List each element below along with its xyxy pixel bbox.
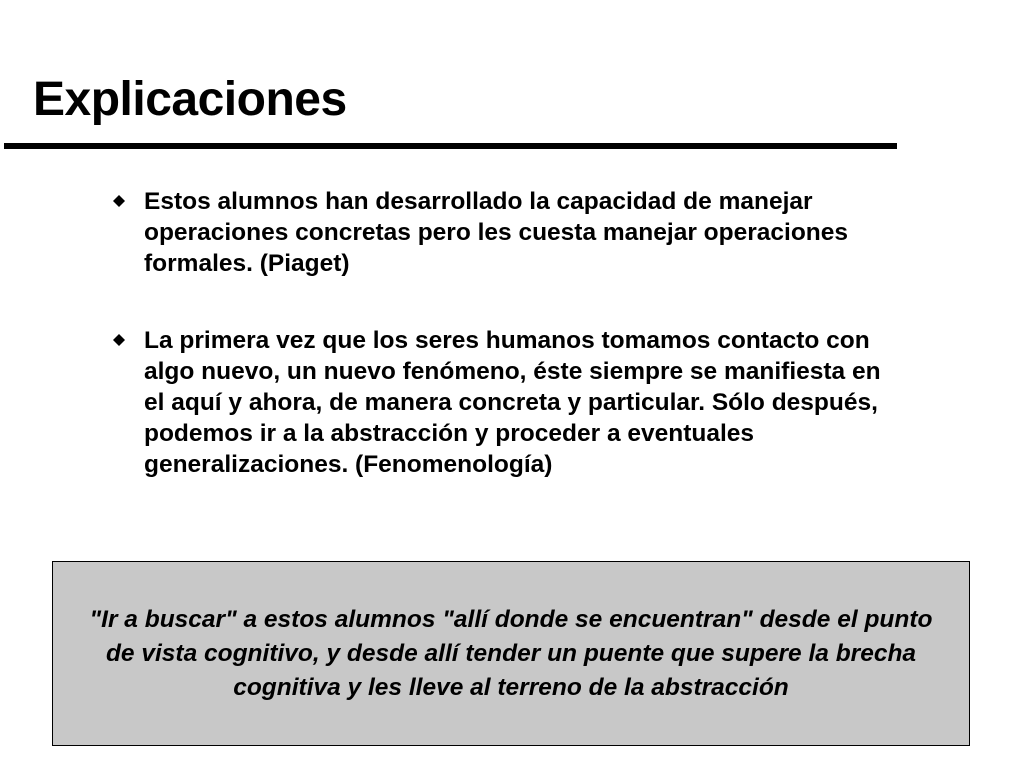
bullet-item-piaget	[110, 186, 900, 279]
bullet-item-fenomenologia	[110, 325, 900, 480]
diamond-bullet-icon	[113, 334, 125, 346]
callout-box	[52, 561, 970, 746]
bullet-text: Estos alumnos han desarrollado la capacidad de manejar operaciones concretas pero les cuesta manejar operaciones formales. (Piaget)	[144, 188, 849, 277]
title-underline	[4, 143, 897, 149]
callout-text: "Ir a buscar" a estos alumnos "allí donde se encuentran" desde el punto de vista cognitivo, y desde allí tender un puente que supere la brecha cognitiva y les lleve al terreno de la abstracción	[89, 605, 933, 701]
bullet-list	[110, 186, 900, 480]
diamond-bullet-icon	[113, 195, 125, 207]
bullet-text: La primera vez que los seres humanos tomamos contacto con algo nuevo, un nuevo fenómeno, éste siempre se manifiesta en el aquí y ahora, de manera concreta y particular. Sólo después, podemos ir a la abstracción y proceder a eventuales generalizaciones. (Fenomenología)	[144, 327, 881, 478]
slide-title: Explicaciones	[33, 73, 347, 126]
